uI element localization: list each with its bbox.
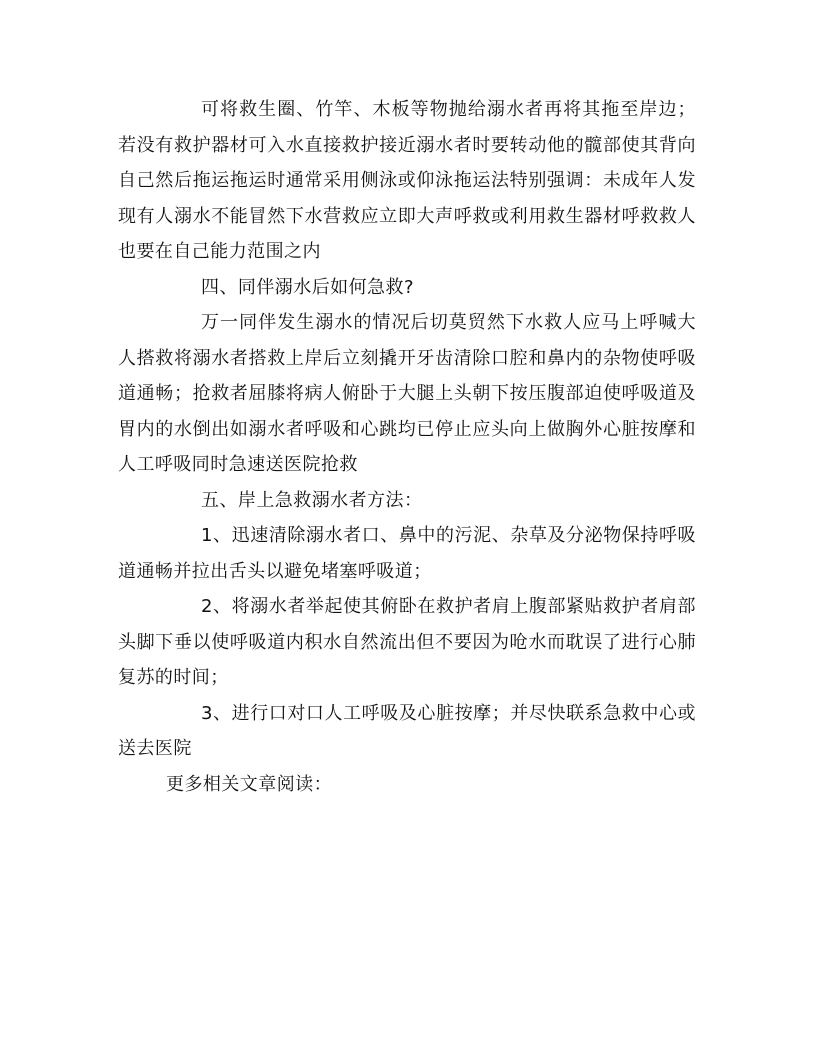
paragraph-rescue-tools: 可将救生圈、竹竿、木板等物抛给溺水者再将其拖至岸边；若没有救护器材可入水直接救护接近溺水者时要转动他的髋部使其背向自己然后拖运拖运时通常采用侧泳或仰泳拖运法特别强调：未成年人发现有人溺水不能冒然下水营救应立即大声呼救或利用救生器材呼救救人也要在自己能力范围之内 (118, 99, 696, 262)
paragraph-companion-rescue: 万一同伴发生溺水的情况后切莫贸然下水救人应马上呼喊大人搭救将溺水者搭救上岸后立刻撬开牙齿清除口腔和鼻内的杂物使呼吸道通畅；抢救者屈膝将病人俯卧于大腿上头朝下按压腹部迫使呼吸道及胃内的水倒出如溺水者呼吸和心跳均已停止应头向上做胸外心脏按摩和人工呼吸同时急速送医院抢救 (118, 312, 696, 475)
section-heading-four: 四、同伴溺水后如何急救? (201, 276, 414, 298)
list-item-step-2: 2、将溺水者举起使其俯卧在救护者肩上腹部紧贴救护者肩部头脚下垂以使呼吸道内积水自然流出但不要因为呛水而耽误了进行心肺复苏的时间； (118, 596, 696, 688)
more-reading-label: 更多相关文章阅读： (166, 773, 333, 795)
list-item-step-1: 1、迅速清除溺水者口、鼻中的污泥、杂草及分泌物保持呼吸道通畅并拉出舌头以避免堵塞呼吸道； (118, 525, 696, 582)
list-item-step-3: 3、进行口对口人工呼吸及心脏按摩；并尽快联系急救中心或送去医院 (118, 702, 696, 759)
section-heading-five: 五、岸上急救溺水者方法： (201, 489, 423, 511)
document-page (118, 92, 696, 802)
